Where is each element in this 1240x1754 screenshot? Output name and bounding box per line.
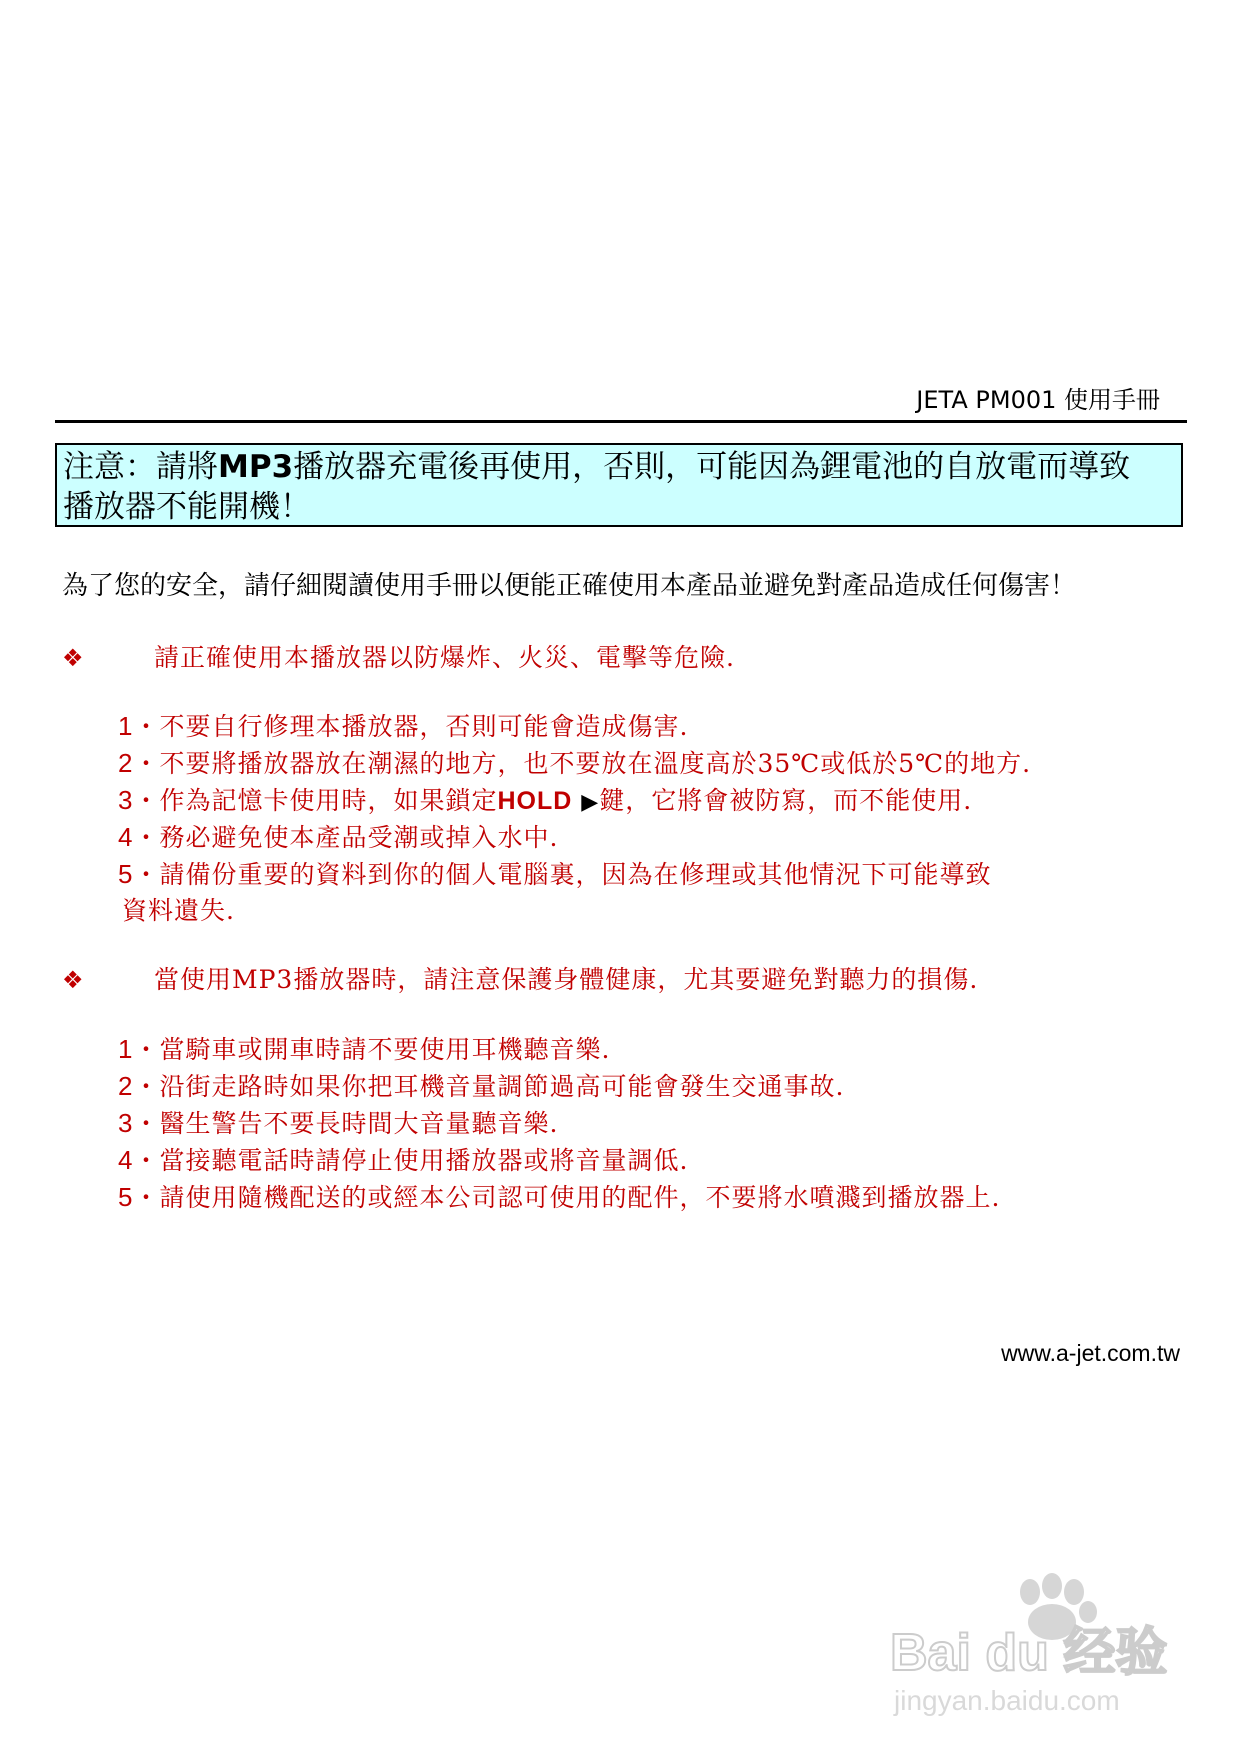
item-text: ・當接聽電話時請停止使用播放器或將音量調低. — [133, 1146, 689, 1175]
item-text: ・不要自行修理本播放器，否則可能會造成傷害. — [133, 712, 689, 741]
section-1-item-2 — [118, 745, 1031, 782]
notice-line-1 — [63, 447, 1175, 487]
section-1-item-5-continued: 資料遺失. — [122, 896, 235, 925]
item-number: 3 — [118, 785, 134, 815]
item-number: 5 — [118, 859, 134, 889]
item-text: ・請使用隨機配送的或經本公司認可使用的配件，不要將水噴濺到播放器上. — [133, 1183, 1001, 1212]
hold-key-label: HOLD — [497, 787, 573, 815]
section-1-item-5 — [118, 856, 991, 893]
footer-website-url: www.a-jet.com.tw — [1001, 1340, 1180, 1366]
item-number: 4 — [118, 1145, 134, 1175]
header-divider — [55, 420, 1187, 423]
section-1-item-3 — [118, 782, 972, 821]
section-2-item-2 — [118, 1068, 844, 1105]
item-text: ・沿街走路時如果你把耳機音量調節過高可能會發生交通事故. — [133, 1072, 845, 1101]
section-2-item-1 — [118, 1031, 610, 1068]
mouse-pointer-icon: ▶ — [581, 790, 600, 815]
item-text: ・務必避免使本產品受潮或掉入水中. — [133, 823, 559, 852]
notice-rest: 播放器充電後再使用，否則，可能因為鋰電池的自放電而導致 — [293, 449, 1131, 485]
notice-prefix: 注意：請將 — [63, 449, 218, 485]
section-2-item-5 — [118, 1179, 1000, 1216]
section-1-heading: 請正確使用本播放器以防爆炸、火災、電擊等危險. — [154, 643, 735, 672]
section-2-item-4 — [118, 1142, 688, 1179]
item-text: ・作為記憶卡使用時，如果鎖定 — [133, 786, 498, 815]
baidu-jingyan-watermark — [880, 1570, 1200, 1720]
item-number: 2 — [118, 748, 134, 778]
item-text: ・當騎車或開車時請不要使用耳機聽音樂. — [133, 1035, 611, 1064]
section-2-item-3 — [118, 1105, 558, 1142]
watermark-url: jingyan.baidu.com — [894, 1685, 1120, 1716]
notice-box — [55, 443, 1183, 527]
item-number: 1 — [118, 1034, 134, 1064]
item-number: 1 — [118, 711, 134, 741]
item-text: ・請備份重要的資料到你的個人電腦裏，因為在修理或其他情況下可能導致 — [133, 860, 992, 889]
item-number: 2 — [118, 1071, 134, 1101]
section-1-item-4 — [118, 819, 558, 856]
notice-line-2: 播放器不能開機！ — [63, 489, 311, 525]
diamond-bullet-icon: ❖ — [62, 644, 84, 672]
diamond-bullet-icon: ❖ — [62, 966, 84, 994]
item-number: 3 — [118, 1108, 134, 1138]
item-number: 4 — [118, 822, 134, 852]
watermark-logo-icon — [880, 1570, 1200, 1720]
intro-text: 為了您的安全，請仔細閱讀使用手冊以便能正確使用本產品並避免對產品造成任何傷害！ — [62, 571, 1077, 601]
section-1-item-1 — [118, 708, 688, 745]
watermark-logo-text: Bai du 经验 — [890, 1624, 1168, 1682]
item-text: 鍵，它將會被防寫，而不能使用. — [599, 786, 973, 815]
item-text: ・不要將播放器放在潮濕的地方，也不要放在溫度高於35℃或低於5℃的地方. — [133, 749, 1032, 778]
item-number: 5 — [118, 1182, 134, 1212]
notice-bold: MP3 — [218, 449, 294, 485]
document-title: JETA PM001 使用手冊 — [916, 386, 1160, 414]
item-text: ・醫生警告不要長時間大音量聽音樂. — [133, 1109, 559, 1138]
section-2-heading: 當使用MP3播放器時，請注意保護身體健康，尤其要避免對聽力的損傷. — [154, 965, 979, 994]
